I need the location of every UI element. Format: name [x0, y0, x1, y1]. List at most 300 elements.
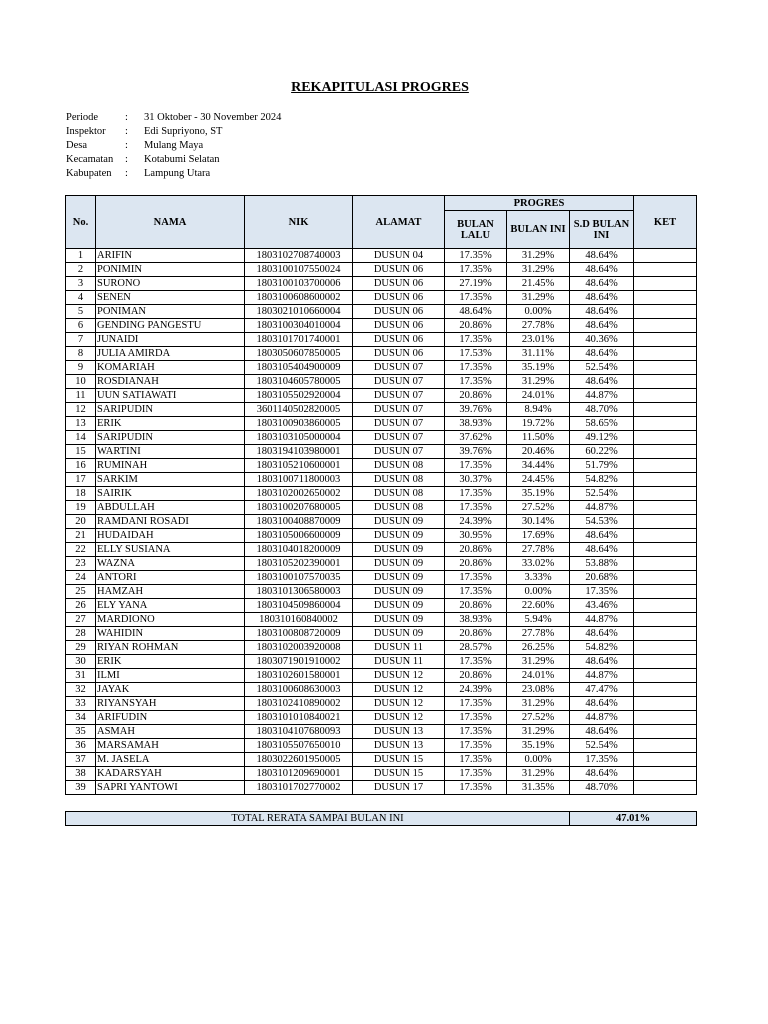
cell-nik: 1803103105000004 [245, 431, 353, 445]
header-ket: KET [634, 196, 697, 249]
cell-nama: ERIK [96, 417, 245, 431]
cell-sd-bulan-ini: 44.87% [570, 613, 634, 627]
cell-no: 36 [66, 739, 96, 753]
cell-bulan-lalu: 20.86% [445, 669, 507, 683]
cell-nik: 1803100608600002 [245, 291, 353, 305]
cell-nik: 1803100304010004 [245, 319, 353, 333]
cell-no: 25 [66, 585, 96, 599]
cell-sd-bulan-ini: 48.64% [570, 305, 634, 319]
cell-bulan-lalu: 20.86% [445, 389, 507, 403]
cell-alamat: DUSUN 08 [353, 473, 445, 487]
cell-nama: RIYANSYAH [96, 697, 245, 711]
cell-no: 33 [66, 697, 96, 711]
cell-ket [634, 473, 697, 487]
cell-sd-bulan-ini: 44.87% [570, 389, 634, 403]
cell-bulan-ini: 35.19% [507, 487, 570, 501]
cell-nama: SURONO [96, 277, 245, 291]
cell-sd-bulan-ini: 48.64% [570, 277, 634, 291]
cell-bulan-ini: 20.46% [507, 445, 570, 459]
cell-bulan-lalu: 39.76% [445, 445, 507, 459]
cell-alamat: DUSUN 09 [353, 543, 445, 557]
cell-sd-bulan-ini: 48.64% [570, 627, 634, 641]
cell-no: 16 [66, 459, 96, 473]
cell-sd-bulan-ini: 48.64% [570, 767, 634, 781]
cell-bulan-lalu: 39.76% [445, 403, 507, 417]
cell-nik: 1803100107570035 [245, 571, 353, 585]
cell-nik: 1803021010660004 [245, 305, 353, 319]
cell-sd-bulan-ini: 44.87% [570, 669, 634, 683]
cell-bulan-ini: 21.45% [507, 277, 570, 291]
cell-bulan-lalu: 17.35% [445, 585, 507, 599]
cell-bulan-lalu: 17.35% [445, 767, 507, 781]
cell-ket [634, 277, 697, 291]
cell-sd-bulan-ini: 48.64% [570, 529, 634, 543]
cell-nama: KADARSYAH [96, 767, 245, 781]
cell-bulan-ini: 27.78% [507, 543, 570, 557]
cell-no: 32 [66, 683, 96, 697]
cell-bulan-ini: 0.00% [507, 305, 570, 319]
cell-bulan-ini: 33.02% [507, 557, 570, 571]
table-row [66, 459, 697, 473]
cell-alamat: DUSUN 08 [353, 501, 445, 515]
cell-alamat: DUSUN 04 [353, 249, 445, 263]
cell-nama: ERIK [96, 655, 245, 669]
cell-no: 6 [66, 319, 96, 333]
table-row [66, 375, 697, 389]
cell-nik: 1803101209690001 [245, 767, 353, 781]
info-value: Edi Supriyono, ST [144, 126, 223, 137]
cell-ket [634, 697, 697, 711]
cell-ket [634, 627, 697, 641]
cell-sd-bulan-ini: 43.46% [570, 599, 634, 613]
cell-bulan-ini: 23.08% [507, 683, 570, 697]
cell-no: 27 [66, 613, 96, 627]
cell-bulan-ini: 31.29% [507, 655, 570, 669]
cell-nik: 1803101702770002 [245, 781, 353, 795]
cell-sd-bulan-ini: 48.70% [570, 781, 634, 795]
cell-no: 2 [66, 263, 96, 277]
cell-alamat: DUSUN 09 [353, 515, 445, 529]
cell-bulan-lalu: 17.35% [445, 697, 507, 711]
cell-ket [634, 263, 697, 277]
table-row [66, 333, 697, 347]
cell-bulan-ini: 26.25% [507, 641, 570, 655]
table-row [66, 263, 697, 277]
cell-nama: MARDIONO [96, 613, 245, 627]
table-row [66, 557, 697, 571]
cell-ket [634, 515, 697, 529]
cell-bulan-ini: 31.29% [507, 375, 570, 389]
header-progres: PROGRES [445, 196, 634, 211]
cell-bulan-lalu: 20.86% [445, 627, 507, 641]
cell-ket [634, 725, 697, 739]
table-row [66, 417, 697, 431]
cell-nama: SENEN [96, 291, 245, 305]
info-separator: : [125, 140, 128, 151]
cell-sd-bulan-ini: 44.87% [570, 501, 634, 515]
cell-nik: 1803100608630003 [245, 683, 353, 697]
cell-ket [634, 585, 697, 599]
cell-no: 12 [66, 403, 96, 417]
cell-nama: RUMINAH [96, 459, 245, 473]
cell-bulan-ini: 23.01% [507, 333, 570, 347]
cell-no: 30 [66, 655, 96, 669]
cell-bulan-ini: 31.29% [507, 697, 570, 711]
cell-nik: 1803022601950005 [245, 753, 353, 767]
cell-nama: WARTINI [96, 445, 245, 459]
header-bulan-ini: BULAN INI [507, 211, 570, 249]
cell-nik: 1803101010840021 [245, 711, 353, 725]
table-row [66, 249, 697, 263]
cell-bulan-ini: 35.19% [507, 361, 570, 375]
header-bulan-lalu: BULAN LALU [445, 211, 507, 249]
cell-ket [634, 781, 697, 795]
cell-bulan-lalu: 17.35% [445, 739, 507, 753]
cell-nik: 1803102708740003 [245, 249, 353, 263]
table-row [66, 543, 697, 557]
cell-alamat: DUSUN 09 [353, 599, 445, 613]
table-row [66, 585, 697, 599]
table-row [66, 753, 697, 767]
cell-alamat: DUSUN 06 [353, 277, 445, 291]
cell-alamat: DUSUN 06 [353, 291, 445, 305]
cell-bulan-lalu: 17.35% [445, 487, 507, 501]
cell-sd-bulan-ini: 44.87% [570, 711, 634, 725]
cell-no: 26 [66, 599, 96, 613]
cell-ket [634, 333, 697, 347]
table-row [66, 445, 697, 459]
header-sd-bulan-ini: S.D BULAN INI [570, 211, 634, 249]
cell-bulan-ini: 0.00% [507, 753, 570, 767]
cell-nik: 1803105210600001 [245, 459, 353, 473]
cell-alamat: DUSUN 09 [353, 529, 445, 543]
cell-nik: 1803102410890002 [245, 697, 353, 711]
table-row [66, 347, 697, 361]
cell-ket [634, 529, 697, 543]
cell-ket [634, 249, 697, 263]
cell-nama: ILMI [96, 669, 245, 683]
cell-ket [634, 739, 697, 753]
cell-no: 29 [66, 641, 96, 655]
cell-nik: 1803104605780005 [245, 375, 353, 389]
cell-nama: ABDULLAH [96, 501, 245, 515]
info-row [66, 111, 281, 125]
table-row [66, 767, 697, 781]
cell-bulan-lalu: 17.35% [445, 375, 507, 389]
cell-bulan-lalu: 17.35% [445, 725, 507, 739]
cell-ket [634, 655, 697, 669]
cell-ket [634, 571, 697, 585]
table-row [66, 361, 697, 375]
info-value: Lampung Utara [144, 168, 211, 179]
cell-alamat: DUSUN 12 [353, 711, 445, 725]
cell-nama: ELY YANA [96, 599, 245, 613]
cell-ket [634, 683, 697, 697]
cell-bulan-ini: 24.01% [507, 669, 570, 683]
table-row [66, 641, 697, 655]
cell-bulan-lalu: 37.62% [445, 431, 507, 445]
cell-nama: JUNAIDI [96, 333, 245, 347]
cell-bulan-lalu: 17.35% [445, 459, 507, 473]
cell-no: 5 [66, 305, 96, 319]
table-row [66, 389, 697, 403]
cell-bulan-ini: 27.78% [507, 627, 570, 641]
info-value: Kotabumi Selatan [144, 154, 220, 165]
cell-bulan-ini: 27.52% [507, 711, 570, 725]
cell-bulan-lalu: 17.35% [445, 291, 507, 305]
cell-nama: ANTORI [96, 571, 245, 585]
table-row [66, 739, 697, 753]
cell-bulan-lalu: 27.19% [445, 277, 507, 291]
cell-nama: SAIRIK [96, 487, 245, 501]
cell-bulan-ini: 31.29% [507, 725, 570, 739]
cell-nik: 1803102601580001 [245, 669, 353, 683]
header-alamat: ALAMAT [353, 196, 445, 249]
cell-sd-bulan-ini: 48.64% [570, 249, 634, 263]
table-row [66, 473, 697, 487]
cell-nik: 1803100903860005 [245, 417, 353, 431]
header-no: No. [66, 196, 96, 249]
table-row [66, 683, 697, 697]
cell-nama: PONIMAN [96, 305, 245, 319]
cell-nama: JULIA AMIRDA [96, 347, 245, 361]
cell-bulan-ini: 27.52% [507, 501, 570, 515]
cell-no: 21 [66, 529, 96, 543]
cell-sd-bulan-ini: 60.22% [570, 445, 634, 459]
cell-bulan-lalu: 17.35% [445, 333, 507, 347]
cell-alamat: DUSUN 07 [353, 361, 445, 375]
cell-alamat: DUSUN 15 [353, 767, 445, 781]
cell-no: 10 [66, 375, 96, 389]
cell-nik: 1803100107550024 [245, 263, 353, 277]
cell-ket [634, 459, 697, 473]
cell-alamat: DUSUN 06 [353, 305, 445, 319]
cell-bulan-ini: 19.72% [507, 417, 570, 431]
cell-alamat: DUSUN 13 [353, 739, 445, 753]
cell-bulan-lalu: 17.35% [445, 361, 507, 375]
cell-sd-bulan-ini: 47.47% [570, 683, 634, 697]
cell-nik: 1803102003920008 [245, 641, 353, 655]
cell-no: 35 [66, 725, 96, 739]
cell-sd-bulan-ini: 48.64% [570, 291, 634, 305]
cell-no: 20 [66, 515, 96, 529]
cell-bulan-ini: 31.29% [507, 263, 570, 277]
cell-no: 11 [66, 389, 96, 403]
table-row [66, 291, 697, 305]
cell-no: 23 [66, 557, 96, 571]
cell-bulan-lalu: 17.35% [445, 571, 507, 585]
cell-ket [634, 431, 697, 445]
info-separator: : [125, 168, 128, 179]
cell-nik: 1803104107680093 [245, 725, 353, 739]
cell-ket [634, 305, 697, 319]
table-row [66, 711, 697, 725]
cell-alamat: DUSUN 07 [353, 431, 445, 445]
cell-bulan-lalu: 48.64% [445, 305, 507, 319]
cell-alamat: DUSUN 17 [353, 781, 445, 795]
cell-bulan-ini: 22.60% [507, 599, 570, 613]
cell-sd-bulan-ini: 48.64% [570, 725, 634, 739]
cell-bulan-lalu: 24.39% [445, 683, 507, 697]
cell-ket [634, 347, 697, 361]
cell-nama: UUN SATIAWATI [96, 389, 245, 403]
header-nik: NIK [245, 196, 353, 249]
cell-ket [634, 543, 697, 557]
cell-bulan-lalu: 17.35% [445, 655, 507, 669]
cell-sd-bulan-ini: 58.65% [570, 417, 634, 431]
cell-nama: RIYAN ROHMAN [96, 641, 245, 655]
total-label: TOTAL RERATA SAMPAI BULAN INI [66, 812, 570, 826]
cell-alamat: DUSUN 07 [353, 445, 445, 459]
cell-ket [634, 291, 697, 305]
cell-bulan-lalu: 17.35% [445, 249, 507, 263]
table-row [66, 725, 697, 739]
cell-bulan-ini: 31.11% [507, 347, 570, 361]
cell-no: 8 [66, 347, 96, 361]
cell-alamat: DUSUN 12 [353, 697, 445, 711]
cell-sd-bulan-ini: 48.64% [570, 263, 634, 277]
cell-nik: 1803101701740001 [245, 333, 353, 347]
cell-bulan-lalu: 28.57% [445, 641, 507, 655]
cell-no: 18 [66, 487, 96, 501]
cell-no: 15 [66, 445, 96, 459]
cell-alamat: DUSUN 06 [353, 263, 445, 277]
cell-bulan-lalu: 20.86% [445, 319, 507, 333]
cell-sd-bulan-ini: 48.64% [570, 543, 634, 557]
cell-sd-bulan-ini: 52.54% [570, 739, 634, 753]
cell-ket [634, 613, 697, 627]
cell-bulan-ini: 35.19% [507, 739, 570, 753]
cell-bulan-lalu: 17.35% [445, 781, 507, 795]
cell-sd-bulan-ini: 52.54% [570, 487, 634, 501]
cell-alamat: DUSUN 13 [353, 725, 445, 739]
cell-no: 37 [66, 753, 96, 767]
cell-nik: 1803105006600009 [245, 529, 353, 543]
cell-bulan-lalu: 38.93% [445, 613, 507, 627]
cell-ket [634, 403, 697, 417]
cell-nama: SARIPUDIN [96, 403, 245, 417]
cell-ket [634, 767, 697, 781]
cell-bulan-lalu: 17.35% [445, 263, 507, 277]
cell-nama: ROSDIANAH [96, 375, 245, 389]
info-value: 31 Oktober - 30 November 2024 [144, 112, 282, 123]
cell-nama: WAZNA [96, 557, 245, 571]
cell-nama: WAHIDIN [96, 627, 245, 641]
cell-ket [634, 375, 697, 389]
cell-no: 39 [66, 781, 96, 795]
cell-bulan-lalu: 30.37% [445, 473, 507, 487]
cell-alamat: DUSUN 11 [353, 641, 445, 655]
info-label: Inspektor [66, 126, 106, 137]
cell-sd-bulan-ini: 53.88% [570, 557, 634, 571]
cell-ket [634, 445, 697, 459]
cell-sd-bulan-ini: 54.82% [570, 641, 634, 655]
cell-nama: KOMARIAH [96, 361, 245, 375]
cell-bulan-ini: 30.14% [507, 515, 570, 529]
table-row [66, 697, 697, 711]
cell-sd-bulan-ini: 54.82% [570, 473, 634, 487]
cell-ket [634, 501, 697, 515]
cell-ket [634, 753, 697, 767]
cell-nama: ARIFIN [96, 249, 245, 263]
cell-nik: 3601140502820005 [245, 403, 353, 417]
cell-ket [634, 389, 697, 403]
cell-nik: 180310160840002 [245, 613, 353, 627]
header-nama: NAMA [96, 196, 245, 249]
table-row [66, 501, 697, 515]
cell-nama: ASMAH [96, 725, 245, 739]
cell-alamat: DUSUN 06 [353, 347, 445, 361]
table-row [66, 431, 697, 445]
cell-bulan-ini: 27.78% [507, 319, 570, 333]
cell-alamat: DUSUN 07 [353, 417, 445, 431]
cell-bulan-lalu: 17.35% [445, 753, 507, 767]
info-value: Mulang Maya [144, 140, 204, 151]
info-row [66, 125, 281, 139]
cell-nama: GENDING PANGESTU [96, 319, 245, 333]
cell-no: 13 [66, 417, 96, 431]
cell-sd-bulan-ini: 48.64% [570, 347, 634, 361]
info-row [66, 167, 281, 181]
cell-no: 22 [66, 543, 96, 557]
cell-bulan-ini: 5.94% [507, 613, 570, 627]
cell-nama: HAMZAH [96, 585, 245, 599]
cell-nik: 1803100408870009 [245, 515, 353, 529]
info-row [66, 139, 281, 153]
cell-alamat: DUSUN 09 [353, 613, 445, 627]
cell-no: 19 [66, 501, 96, 515]
cell-nama: RAMDANI ROSADI [96, 515, 245, 529]
table-row [66, 613, 697, 627]
cell-nik: 1803194103980001 [245, 445, 353, 459]
cell-bulan-ini: 17.69% [507, 529, 570, 543]
cell-no: 34 [66, 711, 96, 725]
cell-alamat: DUSUN 11 [353, 655, 445, 669]
cell-nik: 1803105507650010 [245, 739, 353, 753]
cell-bulan-ini: 31.29% [507, 767, 570, 781]
cell-alamat: DUSUN 12 [353, 669, 445, 683]
cell-nama: HUDAIDAH [96, 529, 245, 543]
cell-alamat: DUSUN 09 [353, 571, 445, 585]
cell-nama: ARIFUDIN [96, 711, 245, 725]
cell-sd-bulan-ini: 48.64% [570, 697, 634, 711]
cell-no: 17 [66, 473, 96, 487]
table-row [66, 319, 697, 333]
cell-bulan-ini: 11.50% [507, 431, 570, 445]
cell-bulan-ini: 3.33% [507, 571, 570, 585]
cell-sd-bulan-ini: 40.36% [570, 333, 634, 347]
table-row [66, 487, 697, 501]
info-label: Kabupaten [66, 168, 112, 179]
cell-alamat: DUSUN 12 [353, 683, 445, 697]
cell-ket [634, 557, 697, 571]
progress-table [65, 195, 697, 795]
cell-sd-bulan-ini: 17.35% [570, 753, 634, 767]
cell-nik: 1803100711800003 [245, 473, 353, 487]
info-row [66, 153, 281, 167]
total-value: 47.01% [570, 812, 697, 826]
cell-ket [634, 711, 697, 725]
cell-nama: SARIPUDIN [96, 431, 245, 445]
cell-nik: 1803104018200009 [245, 543, 353, 557]
cell-alamat: DUSUN 06 [353, 319, 445, 333]
cell-alamat: DUSUN 08 [353, 487, 445, 501]
table-row [66, 571, 697, 585]
cell-nik: 1803105202390001 [245, 557, 353, 571]
cell-no: 38 [66, 767, 96, 781]
cell-nik: 1803100207680005 [245, 501, 353, 515]
cell-nik: 1803050607850005 [245, 347, 353, 361]
